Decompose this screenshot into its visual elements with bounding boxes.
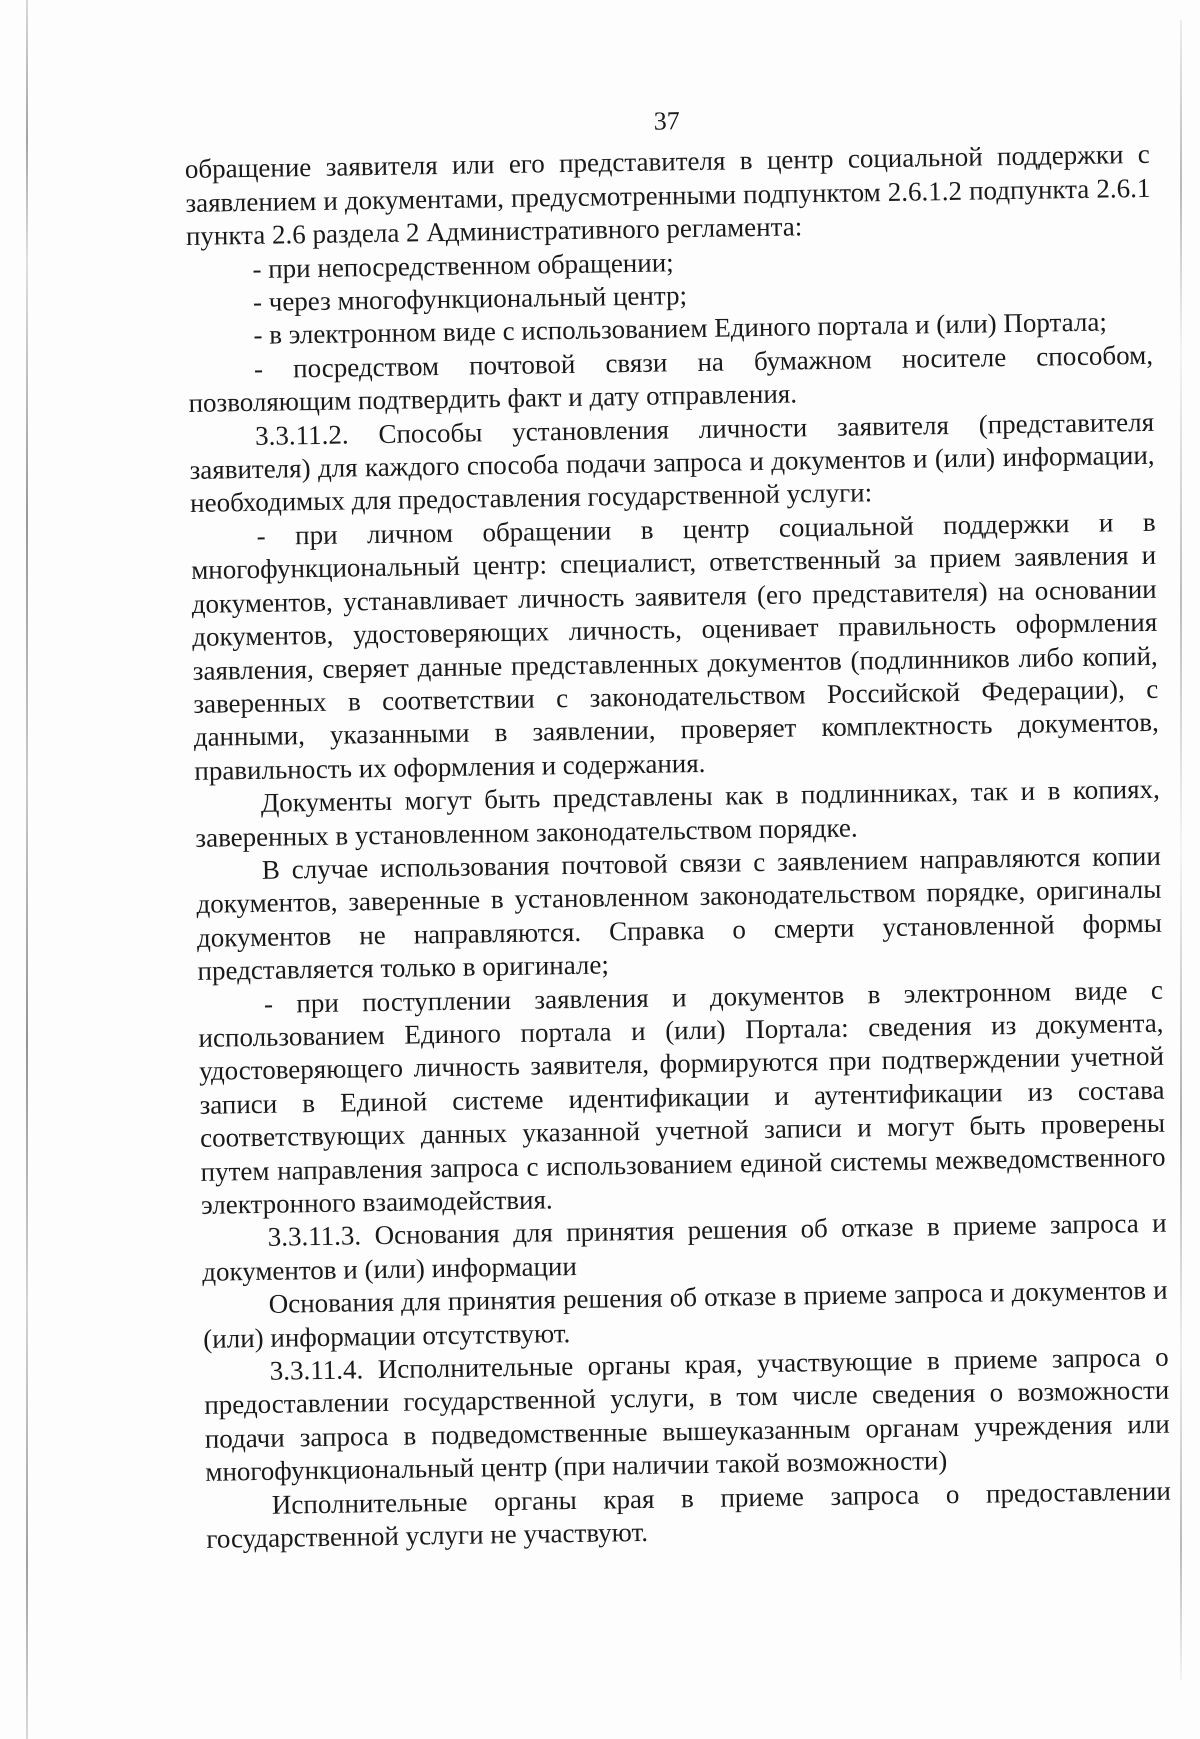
- paragraph-documents-copies: Документы могут быть представлены как в подлинниках, так и в копиях, заверенных в установленном законодательством порядке.: [195, 773, 1160, 853]
- page-content: [184, 97, 1172, 1556]
- section-3-3-11-2-heading: 3.3.11.2. Способы установления личности заявителя (представителя заявителя) для каждого способа подачи запроса и документов и (или) информации, необходимых для предоставления государственной услуги:: [189, 406, 1155, 519]
- scan-edge-left: [26, 0, 28, 1739]
- paragraph-intro: обращение заявителя или его представителя в центр социальной поддержки с заявлением и документами, предусмотренными подпунктом 2.6.1.2 подпункта 2.6.1 пункта 2.6 раздела 2 Административного регламента:: [184, 139, 1151, 252]
- paragraph-postal: В случае использования почтовой связи с заявлением направляются копии документов, заверенные в установленном законодательством порядке, оригиналы документов не направляются. Справка о смерти установленной формы представляется только в оригинале;: [196, 840, 1163, 987]
- list-item-mfc: - через многофункциональный центр;: [252, 280, 688, 317]
- section-3-3-11-4-heading: 3.3.11.4. Исполнительные органы края, участвующие в приеме запроса о предоставлении государственной услуги, в том числе сведения о возможности подачи запроса в подведомственные вышеуказанным органам учреждения или многофункциональный центр (при наличии такой возможности): [204, 1341, 1170, 1488]
- list-item-electronic-receipt: - при поступлении заявления и документов в электронном виде с использованием Единого портала и (или) Портала: сведения из документа, удостоверяющего личность заявителя, формируются при подтверждении учетной записи в Единой системе идентификации и аутентификации из состава соответствующих данных указанной учетной записи и могут быть проверены путем направления запроса с использованием единой системы межведомственного электронного взаимодействия.: [198, 974, 1166, 1220]
- list-item-electronic: - в электронном виде с использованием Единого портала и (или) Портала;: [253, 306, 1108, 351]
- scan-edge-right: [1180, 20, 1182, 1680]
- list-item-direct: - при непосредственном обращении;: [252, 246, 674, 284]
- list-item-post: - посредством почтовой связи на бумажном носителе способом, позволяющим подтвердить факт и дату отправления.: [188, 339, 1154, 419]
- paragraph-no-refusal-grounds: Основания для принятия решения об отказе в приеме запроса и документов и (или) информации отсутствуют.: [203, 1274, 1168, 1354]
- paragraph-executive-bodies: Исполнительные органы края в приеме запроса о предоставлении государственной услуги не участвуют.: [206, 1475, 1172, 1554]
- list-item-personal-visit: - при личном обращении в центр социальной поддержки и в многофункциональный центр: специалист, ответственный за прием заявления и документов, устанавливает личность заявителя (его представителя) на основании документов, удостоверяющих личность, оценивает правильность оформления заявления, сверяет данные представленных документов (подлинников либо копий, заверенных в соответствии с законодательством Российской Федерации), с данными, указанными в заявлении, проверяет комплектность документов, правильность их оформления и содержания.: [190, 506, 1159, 786]
- section-3-3-11-3-heading: 3.3.11.3. Основания для принятия решения об отказе в приеме запроса и документов и (или) информации: [201, 1208, 1167, 1287]
- page-number: 37: [653, 106, 680, 136]
